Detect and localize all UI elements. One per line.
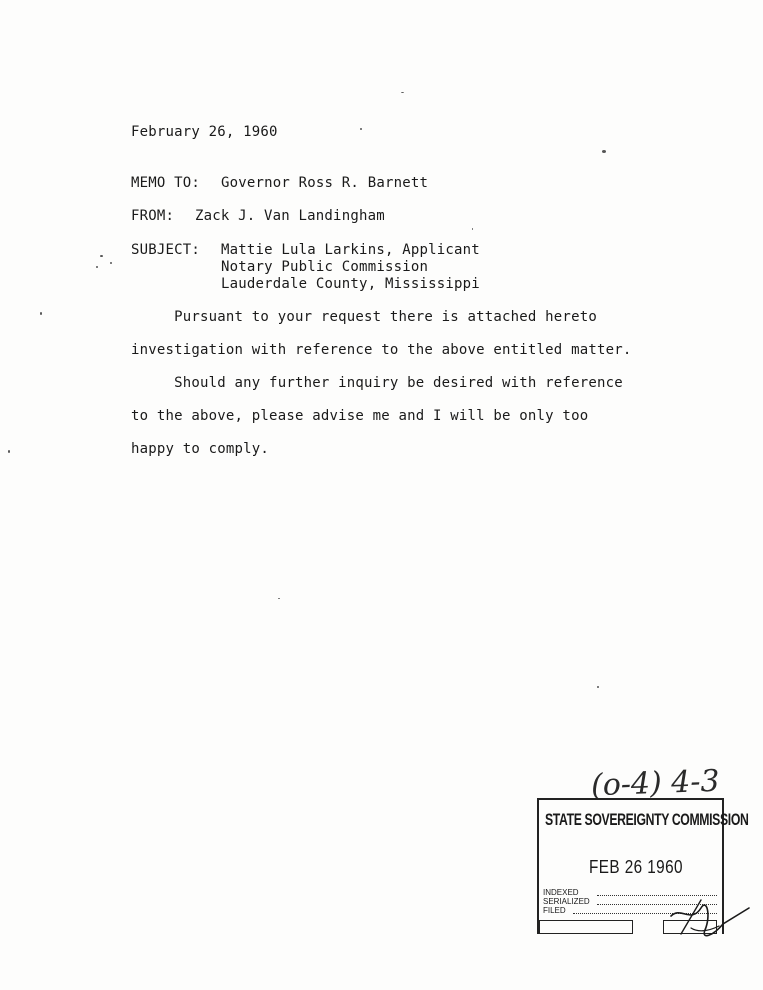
memo-body-line: Pursuant to your request there is attached hereto — [131, 309, 597, 325]
scan-speck — [110, 262, 112, 264]
memo-subject-line: Lauderdale County, Mississippi — [221, 276, 480, 292]
stamp-title: STATE SOVEREIGNTY COMMISSION — [545, 810, 749, 829]
memo-to-value: Governor Ross R. Barnett — [221, 175, 429, 191]
scan-speck — [401, 92, 404, 93]
scan-speck — [597, 686, 599, 688]
memo-body-line: happy to comply. — [131, 441, 270, 457]
stamp-date: FEB 26 1960 — [589, 857, 683, 877]
stamp-bottom-box — [539, 920, 633, 934]
signature-mark — [661, 886, 751, 946]
memo-subject-label: SUBJECT: — [131, 242, 201, 258]
commission-stamp — [533, 763, 749, 938]
memo-subject-line: Notary Public Commission — [221, 259, 429, 275]
scan-speck — [40, 312, 42, 315]
stamp-field-serialized: SERIALIZED — [543, 897, 590, 906]
memo-date: February 26, 1960 — [131, 124, 278, 140]
scan-speck — [8, 450, 10, 453]
scan-speck — [472, 228, 473, 230]
scan-speck — [96, 266, 98, 268]
memo-from-value: Zack J. Van Landingham — [195, 208, 385, 224]
memo-body-line: Should any further inquiry be desired with reference — [131, 375, 623, 391]
stamp-field-filed: FILED — [543, 906, 566, 915]
memo-body-line: to the above, please advise me and I will be only too — [131, 408, 589, 424]
memo-body-line: investigation with reference to the above entitled matter. — [131, 342, 632, 358]
scan-speck — [360, 128, 362, 130]
memo-from-label: FROM: — [131, 208, 175, 224]
scan-speck — [278, 598, 280, 599]
memo-subject-line: Mattie Lula Larkins, Applicant — [221, 242, 480, 258]
memo-to-label: MEMO TO: — [131, 175, 201, 191]
scan-speck — [602, 150, 606, 153]
handwritten-file-number: (o-4) 4-3 — [590, 763, 721, 804]
scan-speck — [100, 255, 103, 257]
stamp-field-indexed: INDEXED — [543, 888, 579, 897]
